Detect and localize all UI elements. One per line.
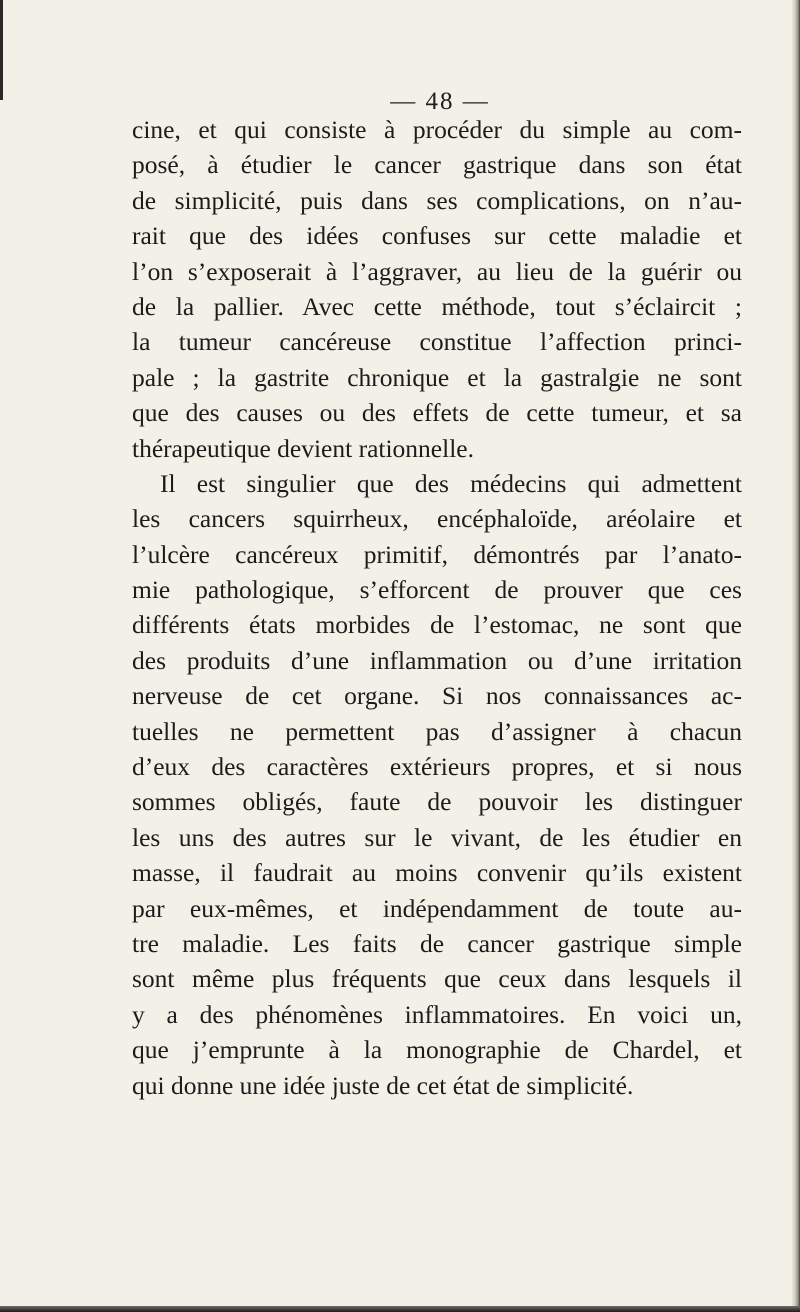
paragraph-end-line: qui donne une idée juste de cet état de simplicité. [132,1070,634,1100]
text-line: de la pallier. Avec cette méthode, tout s’éclaircit ; [132,291,742,321]
text-line: d’eux des caractères extérieurs propres, et si nous [132,752,742,782]
text-line: pale ; la gastrite chronique et la gastralgie ne sont [132,362,742,392]
page-edge-bottom [0,1306,800,1312]
text-line: cine, et qui consiste à procéder du simple au com- [132,115,742,144]
body-text [132,112,742,1103]
text-line: les cancers squirrheux, encéphaloïde, aréolaire et [132,504,742,534]
text-line: mie pathologique, s’efforcent de prouver que ces [132,575,742,605]
text-line: la tumeur cancéreuse constitue l’affection princi- [132,327,742,357]
text-line: y a des phénomènes inflammatoires. En voici un, [132,999,742,1029]
text-line: posé, à étudier le cancer gastrique dans son état [132,150,742,180]
text-line: par eux-mêmes, et indépendamment de toute au- [132,893,742,923]
text-line: tre maladie. Les faits de cancer gastrique simple [132,928,742,958]
paragraph-start-line: Il est singulier que des médecins qui admettent [160,468,742,498]
text-line: l’on s’exposerait à l’aggraver, au lieu de la guérir ou [132,256,742,286]
text-line: des produits d’une inflammation ou d’une irritation [132,645,742,675]
text-line: masse, il faudrait au moins convenir qu’ils existent [132,858,742,888]
text-line: rait que des idées confuses sur cette maladie et [132,221,742,251]
text-line: nerveuse de cet organe. Si nos connaissances ac- [132,681,742,711]
text-line: différents états morbides de l’estomac, ne sont que [132,610,742,640]
page-edge-right [792,0,800,1312]
text-line: l’ulcère cancéreux primitif, démontrés par l’anato- [132,539,742,569]
text-line: les uns des autres sur le vivant, de les étudier en [132,822,742,852]
text-line: que j’emprunte à la monographie de Chardel, et [132,1035,742,1065]
page-edge-left [0,0,3,100]
text-line: tuelles ne permettent pas d’assigner à chacun [132,716,742,746]
page-number: — 48 — [390,88,490,115]
text-line: de simplicité, puis dans ses complications, on n’au- [132,185,742,215]
text-line: sommes obligés, faute de pouvoir les distinguer [132,787,742,817]
text-line: sont même plus fréquents que ceux dans lesquels il [132,964,742,994]
paragraph-end-line: thérapeutique devient rationnelle. [132,433,474,463]
text-line: que des causes ou des effets de cette tumeur, et sa [132,398,742,428]
